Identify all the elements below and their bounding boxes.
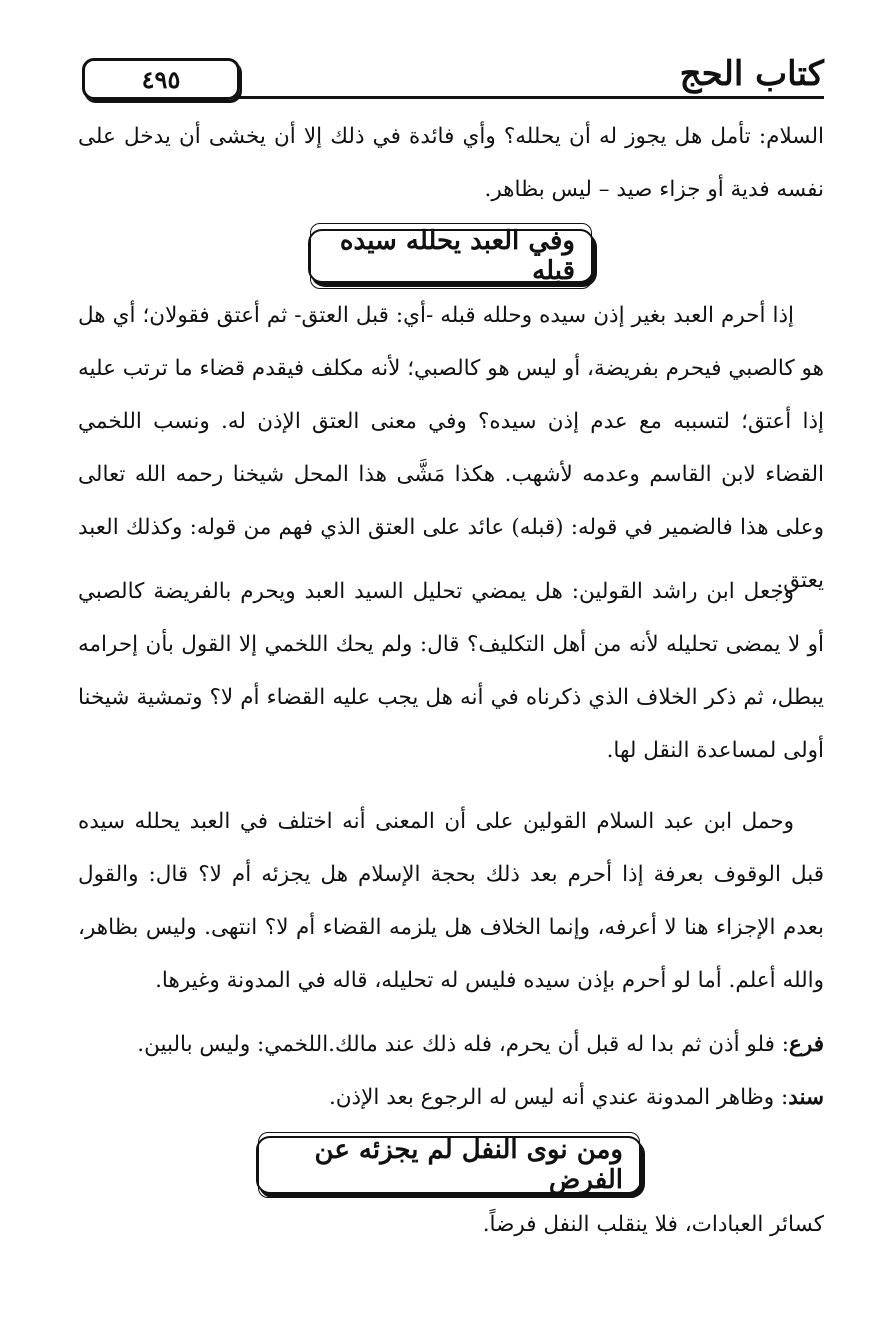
paragraph: وجعل ابن راشد القولين: هل يمضي تحليل السيد العبد ويحرم بالفريضة كالصبي أو لا يمضى تحليله لأنه من أهل التكليف؟ قال: ولم يحك اللخمي إلا القول بأن إحرامه يبطل، ثم ذكر الخلاف الذي ذكرناه في أنه هل يجب عليه القضاء أم لا؟ وتمشية شيخنا أولى لمساعدة النقل لها. <box>78 579 824 763</box>
note-term: فرع <box>789 1032 824 1057</box>
note-term: سند <box>788 1085 824 1110</box>
note-item <box>78 1071 824 1124</box>
heading-text: ومن نوى النفل لم يجزئه عن الفرض <box>258 1132 640 1198</box>
header-rule <box>234 96 824 99</box>
note-text: : فلو أذن ثم بدا له قبل أن يحرم، فله ذلك عند مالك.اللخمي: وليس بالبين. <box>137 1032 790 1057</box>
page-number: ٤٩٥ <box>82 58 240 100</box>
intro-paragraph <box>78 110 824 216</box>
paragraph: وحمل ابن عبد السلام القولين على أن المعنى أنه اختلف في العبد يحلله سيده قبل الوقوف بعرفة إذا أحرم بعد ذلك بحجة الإسلام هل يجزئه أم لا؟ قال: والقول بعدم الإجزاء هنا لا أعرفه، وإنما الخلاف هل يلزمه القضاء أم لا؟ انتهى. وليس بظاهر، والله أعلم. أما لو أحرم بإذن سيده فليس له تحليله، قاله في المدونة وغيرها. <box>78 809 824 993</box>
note-item <box>78 1018 824 1071</box>
notes <box>78 1018 824 1124</box>
paragraph: كسائر العبادات، فلا ينقلب النفل فرضاً. <box>482 1212 824 1237</box>
paragraph: السلام: تأمل هل يجوز له أن يحلله؟ وأي فائدة في ذلك إلا أن يخشى أن يدخل على نفسه فدية أو جزاء صيد – ليس بظاهر. <box>78 124 824 202</box>
section-1-body <box>78 289 824 607</box>
section-1-paragraph-2 <box>78 565 824 777</box>
chapter-title: كتاب الحج <box>679 54 824 94</box>
heading-text: وفي العبد يحلله سيده قبله <box>310 223 592 289</box>
paragraph: إذا أحرم العبد بغير إذن سيده وحلله قبله -أي: قبل العتق- ثم أعتق فقولان؛ أي هل هو كالصبي فيحرم بفريضة، أو ليس هو كالصبي؛ لأنه مكلف فيقدم قضاء ما ترتب عليه إذا أعتق؛ لتسببه مع عدم إذن سيده؟ وفي معنى العتق الإذن له. ونسب اللخمي القضاء لابن القاسم وعدمه لأشهب. هكذا مَشَّى هذا المحل شيخنا رحمه الله تعالى وعلى هذا فالضمير في قوله: (قبله) عائد على العتق الذي فهم من قوله: وكذلك العبد يعتق. <box>78 303 824 593</box>
note-text: : وظاهر المدونة عندي أنه ليس له الرجوع بعد الإذن. <box>328 1085 789 1110</box>
section-1-paragraph-3 <box>78 795 824 1007</box>
section-heading-2 <box>256 1136 642 1194</box>
page-header <box>78 52 824 102</box>
closing-paragraph <box>78 1198 824 1251</box>
section-heading-1 <box>308 226 594 286</box>
